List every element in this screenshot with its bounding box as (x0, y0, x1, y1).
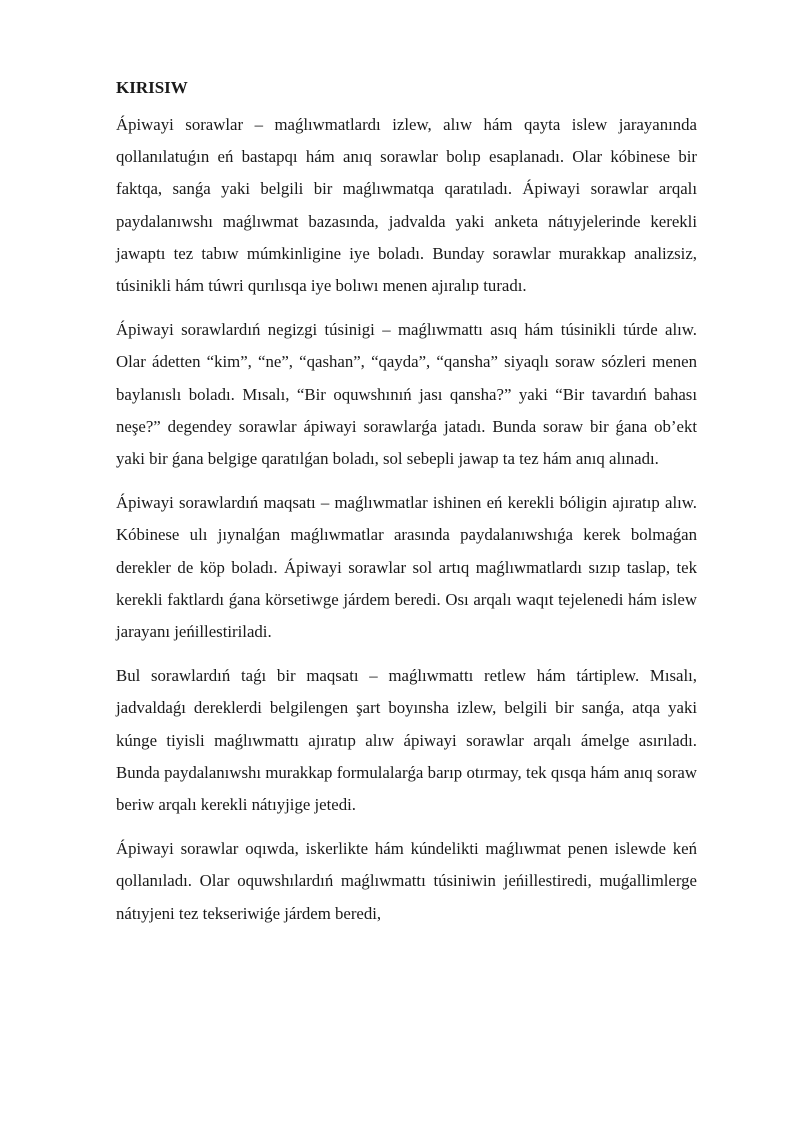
paragraph-2: Ápiwayi sorawlardıń negizgi túsinigi – maǵlıwmattı asıq hám túsinikli túrde alıw. Olar ádetten “kim”, “ne”, “qashan”, “qayda”, “qansha” siyaqlı soraw sózleri menen baylanıslı boladı. Mısalı, “Bir oquwshınıń jası qansha?” yaki “Bir tavardıń bahası neşe?” degendey sorawlar ápiwayi sorawlarǵa jatadı. Bunda soraw bir ǵana ob’ekt yaki bir ǵana belgige qaratılǵan boladı, sol sebepli jawap ta tez hám anıq alınadı. (116, 320, 697, 469)
paragraph-1: Ápiwayi sorawlar – maǵlıwmatlardı izlew, alıw hám qayta islew jarayanında qollanılatuǵın eń bastapqı hám anıq sorawlar bolıp esaplanadı. Olar kóbinese bir faktqa, sanǵa yaki belgili bir maǵlıwmatqa qaratıladı. Ápiwayi sorawlar arqalı paydalanıwshı maǵlıwmat bazasında, jadvalda yaki anketa nátıyjelerinde kerekli jawaptı tez tabıw múmkinligine iye boladı. Bunday sorawlar murakkap analizsiz, túsinikli hám túwri qurılısqa iye bolıwı menen ajıralıp turadı. (116, 115, 697, 296)
paragraph-5: Ápiwayi sorawlar oqıwda, iskerlikte hám kúndelikti maǵlıwmat penen islewde keń qollanıladı. Olar oquwshılardıń maǵlıwmattı túsiniwin jeńillestiredi, muǵallimlerge nátıyjeni tez tekseriwiǵe járdem beredi, (116, 839, 697, 923)
section-heading: KIRISIW (116, 78, 188, 97)
paragraph-3: Ápiwayi sorawlardıń maqsatı – maǵlıwmatlar ishinen eń kerekli bóligin ajıratıp alıw. Kóbinese ulı jıynalǵan maǵlıwmatlar arasında paydalanıwshıǵa kerek bolmaǵan derekler de köp boladı. Ápiwayi sorawlar sol artıq maǵlıwmatlardı sızıp taslap, tek kerekli faktlardı ǵana körsetiwge járdem beredi. Osı arqalı waqıt tejelenedi hám islew jarayanı jeńillestiriladi. (116, 493, 697, 642)
document-body (116, 76, 697, 942)
paragraph-4: Bul sorawlardıń taǵı bir maqsatı – maǵlıwmattı retlew hám tártiplew. Mısalı, jadvaldaǵı dereklerdi belgilengen şart boyınsha izlew, belgili bir sanǵa, atqa yaki kúnge tiyisli maǵlıwmattı ajıratıp alıw ápiwayi sorawlar arqalı ámelge asırıladı. Bunda paydalanıwshı murakkap formulalarǵa barıp otırmay, tek qısqa hám anıq soraw beriw arqalı kerekli nátıyjige jetedi. (116, 666, 697, 815)
